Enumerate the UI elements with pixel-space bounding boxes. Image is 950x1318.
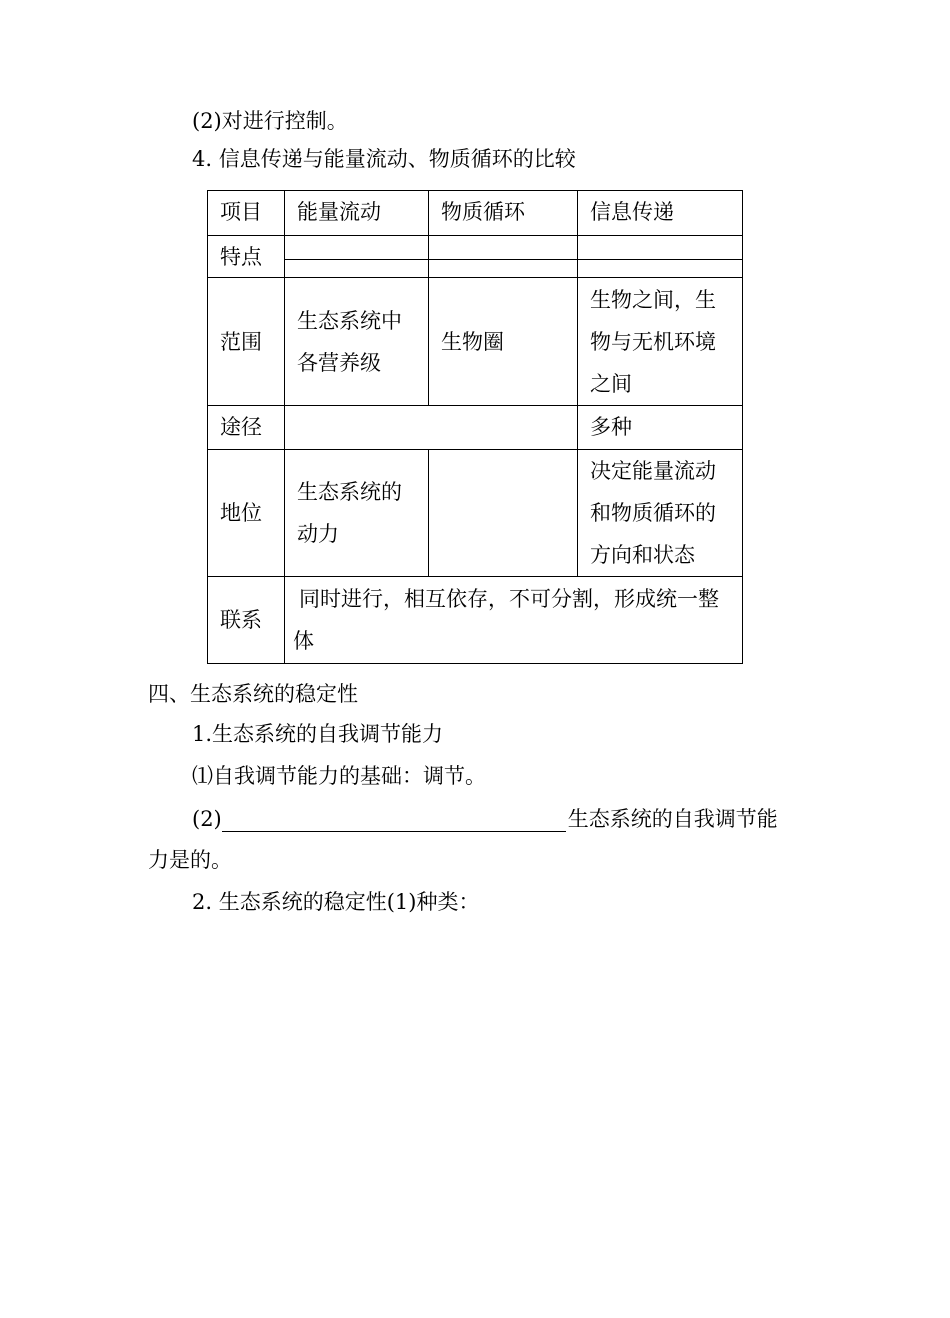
table-row-relation <box>208 577 743 664</box>
row-label-relation: 联系 <box>208 577 285 664</box>
comparison-table <box>207 190 743 664</box>
relation-cell <box>285 577 743 664</box>
feature-matter-blank-1[interactable] <box>429 236 578 260</box>
feature-energy-blank-2[interactable] <box>285 260 429 278</box>
relation-line-2: 体 <box>293 629 314 653</box>
header-energy-flow: 能量流动 <box>285 191 429 236</box>
scope-energy-cell <box>285 278 429 406</box>
table-row-status <box>208 450 743 577</box>
feature-matter-blank-2[interactable] <box>429 260 578 278</box>
status-matter-blank[interactable] <box>429 450 578 577</box>
heading-comparison: 4. 信息传递与能量流动、物质循环的比较 <box>192 147 576 171</box>
status-info-line-1: 决定能量流动 <box>590 459 716 483</box>
scope-matter-cell: 生物圈 <box>429 278 578 406</box>
scope-info-line-2: 物与无机环境 <box>590 329 716 354</box>
table-row-path <box>208 406 743 450</box>
row-label-feature: 特点 <box>208 236 285 278</box>
status-energy-cell <box>285 450 429 577</box>
row-label-path: 途径 <box>208 406 285 450</box>
scope-energy-line-2: 各营养级 <box>297 350 381 375</box>
status-info-line-2: 和物质循环的 <box>590 501 716 525</box>
status-energy-line-2: 动力 <box>297 522 339 546</box>
table-row-feature <box>208 236 743 260</box>
row-label-scope: 范围 <box>208 278 285 406</box>
item-regulation-basis: ⑴自我调节能力的基础：调节。 <box>192 764 486 788</box>
status-info-cell <box>578 450 743 577</box>
table-row-feature-2 <box>208 260 743 278</box>
relation-line-1: 同时进行，相互依存，不可分割，形成统一整 <box>299 587 719 611</box>
scope-info-line-1: 生物之间，生 <box>590 287 716 312</box>
subsection-stability-types: 2. 生态系统的稳定性(1)种类： <box>192 890 480 914</box>
item-regulation-limit-prefix: (2) <box>192 807 222 831</box>
scope-info-line-3: 之间 <box>590 371 632 396</box>
fill-in-blank[interactable] <box>222 809 566 832</box>
item-regulation-limit-suffix: 生态系统的自我调节能 <box>567 807 778 831</box>
path-info-cell: 多种 <box>578 406 743 450</box>
header-info-transfer: 信息传递 <box>578 191 743 236</box>
table-row-scope <box>208 278 743 406</box>
scope-info-cell <box>578 278 743 406</box>
section-stability-title: 四、生态系统的稳定性 <box>148 682 358 706</box>
header-matter-cycle: 物质循环 <box>429 191 578 236</box>
item-regulation-limit-cont: 力是的。 <box>148 848 232 872</box>
table-header-row <box>208 191 743 236</box>
feature-info-blank-1[interactable] <box>578 236 743 260</box>
item-regulation-limit <box>192 806 778 832</box>
path-energy-matter-blank[interactable] <box>285 406 578 450</box>
feature-energy-blank-1[interactable] <box>285 236 429 260</box>
line-control: (2)对进行控制。 <box>192 109 348 133</box>
header-item: 项目 <box>208 191 285 236</box>
row-label-status: 地位 <box>208 450 285 577</box>
status-info-line-3: 方向和状态 <box>590 543 695 567</box>
feature-info-blank-2[interactable] <box>578 260 743 278</box>
subsection-self-regulation: 1.生态系统的自我调节能力 <box>192 722 444 746</box>
status-energy-line-1: 生态系统的 <box>297 480 402 504</box>
scope-energy-line-1: 生态系统中 <box>297 308 402 333</box>
